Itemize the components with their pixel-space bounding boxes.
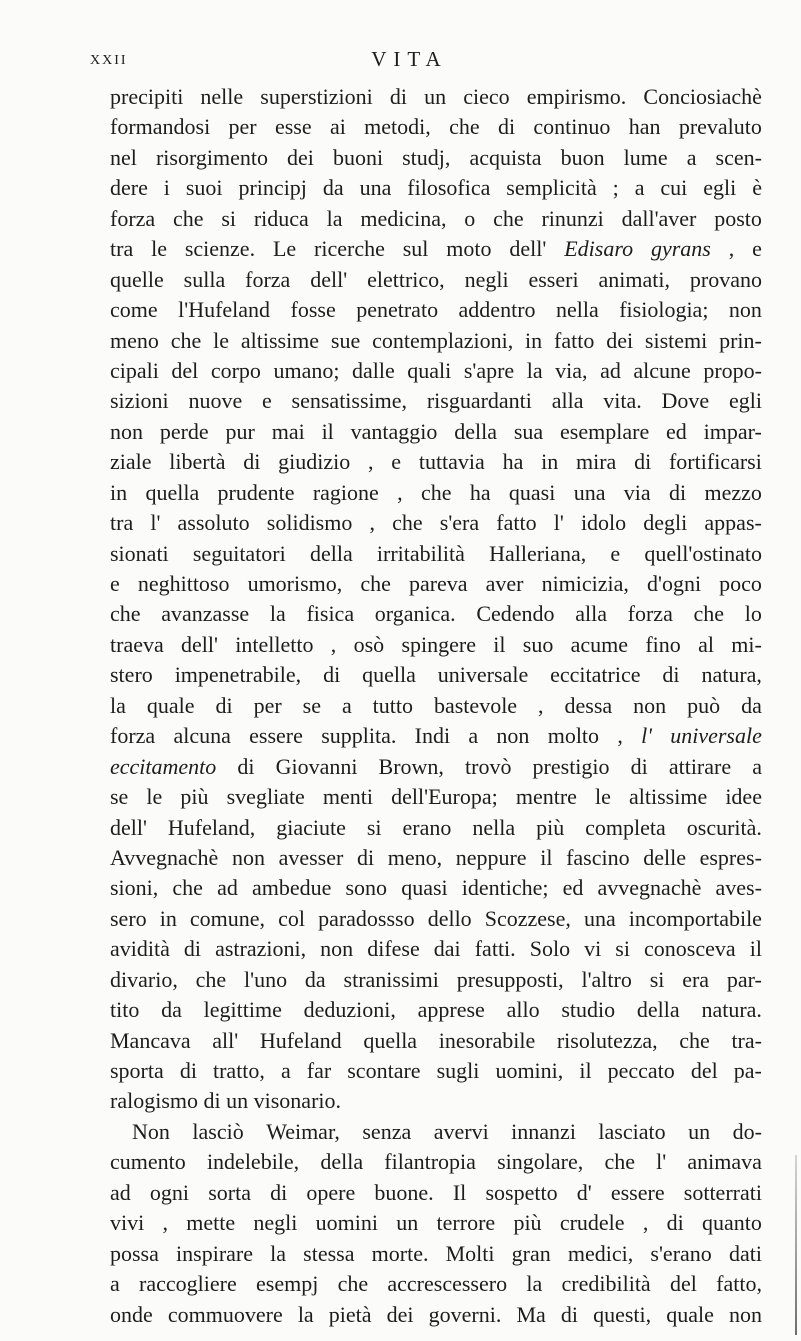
text-line: ad ogni sorta di opere buone. Il sospetto d' essere sotterrati <box>110 1179 762 1205</box>
text-line: quelle sulla forza dell' elettrico, negli esseri animati, provano <box>110 266 762 292</box>
text-line: a raccogliere esempj che accrescessero la credibilità del fatto, <box>110 1271 762 1297</box>
text-line: dell' Hufeland, giaciute si erano nella più completa oscurità. <box>110 814 762 840</box>
text-line: vivi , mette negli uomini un terrore più crudele , di quanto <box>110 1210 762 1236</box>
text-line: sero in comune, col paradossso dello Scozzese, una incomportabile <box>110 905 762 931</box>
text-line: e neghittoso umorismo, che pareva aver nimicizia, d'ogni poco <box>110 571 762 596</box>
text-line: se le più svegliate menti dell'Europa; mentre le altissime idee <box>110 784 762 810</box>
text-line: sioni, che ad ambedue sono quasi identiche; ed avvegnachè aves- <box>110 875 762 901</box>
text-line: ziale libertà di giudizio , e tuttavia ha in mira di fortificarsi <box>110 449 762 475</box>
text-line: Mancava all' Hufeland quella inesorabile risolutezza, che tra- <box>110 1027 762 1053</box>
text-line: tra le scienze. Le ricerche sul moto dell' Edisaro gyrans , e <box>110 236 762 262</box>
text-line: tra l' assoluto solidismo , che s'era fatto l' idolo degli appas- <box>110 510 762 536</box>
text-line: divario, che l'uno da stranissimi presupposti, l'altro si era par- <box>110 966 762 992</box>
text-line: tito da legittime deduzioni, apprese allo studio della natura. <box>110 997 762 1023</box>
text-line: che avanzasse la fisica organica. Cedendo alla forza che lo <box>110 601 762 627</box>
text-line: meno che le altissime sue contemplazioni, in fatto dei sistemi prin- <box>110 327 762 353</box>
body-text <box>110 82 762 1330</box>
text-line: in quella prudente ragione , che ha quasi una via di mezzo <box>110 479 762 505</box>
text-line: forza che si riduca la medicina, o che rinunzi dall'aver posto <box>110 205 762 231</box>
text-line: cipali del corpo umano; dalle quali s'apre la via, ad alcune propo- <box>110 357 762 383</box>
text-line: formandosi per esse ai metodi, che di continuo han prevaluto <box>110 114 762 140</box>
running-head <box>90 47 729 73</box>
text-line: traeva dell' intelletto , osò spingere il suo acume fino al mi- <box>110 631 762 657</box>
text-line: Avvegnachè non avesser di meno, neppure il fascino delle espres- <box>110 844 762 870</box>
text-line: possa inspirare la stessa morte. Molti gran medici, s'erano dati <box>110 1240 762 1266</box>
text-line: onde commuovere la pietà dei governi. Ma di questi, quale non <box>110 1301 762 1327</box>
text-line: dere i suoi principj da una filosofica semplicità ; a cui egli è <box>110 175 762 201</box>
text-line: come l'Hufeland fosse penetrato addentro nella fisiologia; non <box>110 297 762 323</box>
page-edge-shadow <box>795 1155 797 1335</box>
text-line: precipiti nelle superstizioni di un cieco empirismo. Conciosiachè <box>110 84 762 109</box>
text-line: nel risorgimento dei buoni studj, acquista buon lume a scen- <box>110 144 762 170</box>
text-line: la quale di per se a tutto bastevole , dessa non può da <box>110 692 762 718</box>
text-line: ralogismo di un visonario. <box>110 1088 342 1114</box>
running-title: VITA <box>371 47 448 71</box>
text-line: non perde pur mai il vantaggio della sua esemplare ed impar- <box>110 418 762 444</box>
page-number: XXII <box>90 53 128 68</box>
text-line: sporta di tratto, a far scontare sugli uomini, il peccato del pa- <box>110 1058 762 1083</box>
text-line: avidità di astrazioni, non difese dai fatti. Solo vi si conosceva il <box>110 936 762 962</box>
text-line: eccitamento di Giovanni Brown, trovò prestigio di attirare a <box>110 753 762 779</box>
text-line: sizioni nuove e sensatissime, risguardanti alla vita. Dove egli <box>110 388 762 414</box>
text-line: Non lasciò Weimar, senza avervi innanzi lasciato un do- <box>132 1118 762 1144</box>
text-line: forza alcuna essere supplita. Indi a non molto , l' universale <box>110 723 762 749</box>
text-line: sionati seguitatori della irritabilità Halleriana, e quell'ostinato <box>110 540 762 566</box>
text-line: stero impenetrabile, di quella universale eccitatrice di natura, <box>110 662 762 688</box>
text-line: cumento indelebile, della filantropia singolare, che l' animava <box>110 1149 762 1175</box>
